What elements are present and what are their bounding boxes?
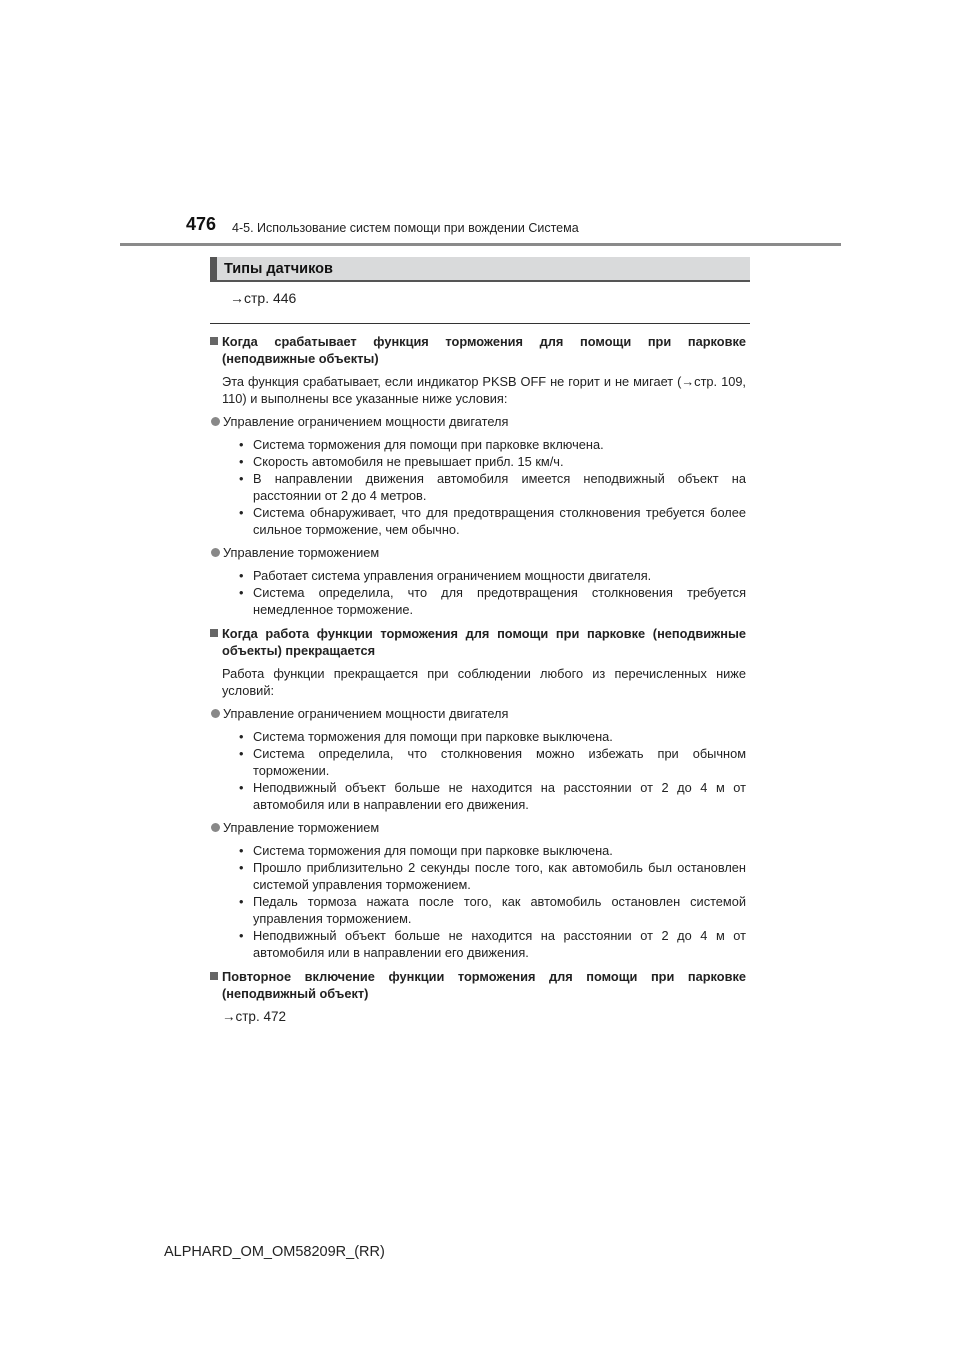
- list-item: • Скорость автомобиля не превышает прибл. 15 км/ч.: [253, 453, 746, 470]
- condition-group-label: Управление ограничением мощности двигателя: [210, 705, 746, 722]
- condition-group-label: Управление торможением: [210, 544, 746, 561]
- header-rule: [120, 243, 841, 246]
- condition-list: [210, 436, 746, 538]
- list-item: • Система торможения для помощи при парковке включена.: [253, 436, 746, 453]
- list-item: • Система обнаруживает, что для предотвращения столкновения требуется более сильное торможение, чем обычно.: [253, 504, 746, 538]
- list-item: • Прошло приблизительно 2 секунды после того, как автомобиль был остановлен системой управления торможением.: [253, 859, 746, 893]
- section-title-box: [210, 257, 750, 282]
- list-item: • Система торможения для помощи при парковке выключена.: [253, 728, 746, 745]
- document-code: ALPHARD_OM_OM58209R_(RR): [164, 1244, 385, 1260]
- condition-group-label: Управление ограничением мощности двигателя: [210, 413, 746, 430]
- condition-list: [210, 728, 746, 813]
- list-item: • Неподвижный объект больше не находится на расстоянии от 2 до 4 м от автомобиля или в направлении его движения.: [253, 779, 746, 813]
- list-item: • Педаль тормоза нажата после того, как автомобиль остановлен системой управления торможением.: [253, 893, 746, 927]
- content-body: [210, 333, 746, 1025]
- section-title: Типы датчиков: [224, 261, 333, 277]
- page-number: 476: [186, 214, 217, 234]
- chapter-title: 4-5. Использование систем помощи при вождении Система: [232, 221, 579, 235]
- subsection-heading: Когда срабатывает функция торможения для помощи при парковке (неподвижные объекты): [210, 333, 746, 367]
- list-item: • В направлении движения автомобиля имеется неподвижный объект на расстоянии от 2 до 4 метров.: [253, 470, 746, 504]
- list-item: • Система определила, что столкновения можно избежать при обычном торможении.: [253, 745, 746, 779]
- list-item: • Система определила, что для предотвращения столкновения требуется немедленное торможение.: [253, 584, 746, 618]
- paragraph: Работа функции прекращается при соблюдении любого из перечисленных ниже условий:: [222, 666, 746, 698]
- condition-list: [210, 567, 746, 618]
- list-item: • Неподвижный объект больше не находится на расстоянии от 2 до 4 м от автомобиля или в направлении его движения.: [253, 927, 746, 961]
- condition-list: [210, 842, 746, 961]
- divider: [210, 323, 750, 324]
- page-reference: →стр. 446: [230, 290, 297, 306]
- page-reference: →стр. 472: [222, 1009, 286, 1024]
- list-item: • Работает система управления ограничением мощности двигателя.: [253, 567, 746, 584]
- paragraph: Эта функция срабатывает, если индикатор PKSB OFF не горит и не мигает (→стр. 109, 110) и выполнены все указанные ниже условия:: [222, 374, 746, 406]
- section-title-marker: [210, 257, 217, 280]
- subsection-heading: Когда работа функции торможения для помощи при парковке (неподвижные объекты) прекращается: [210, 625, 746, 659]
- list-item: • Система торможения для помощи при парковке выключена.: [253, 842, 746, 859]
- condition-group-label: Управление торможением: [210, 819, 746, 836]
- subsection-heading: Повторное включение функции торможения для помощи при парковке (неподвижный объект): [210, 968, 746, 1002]
